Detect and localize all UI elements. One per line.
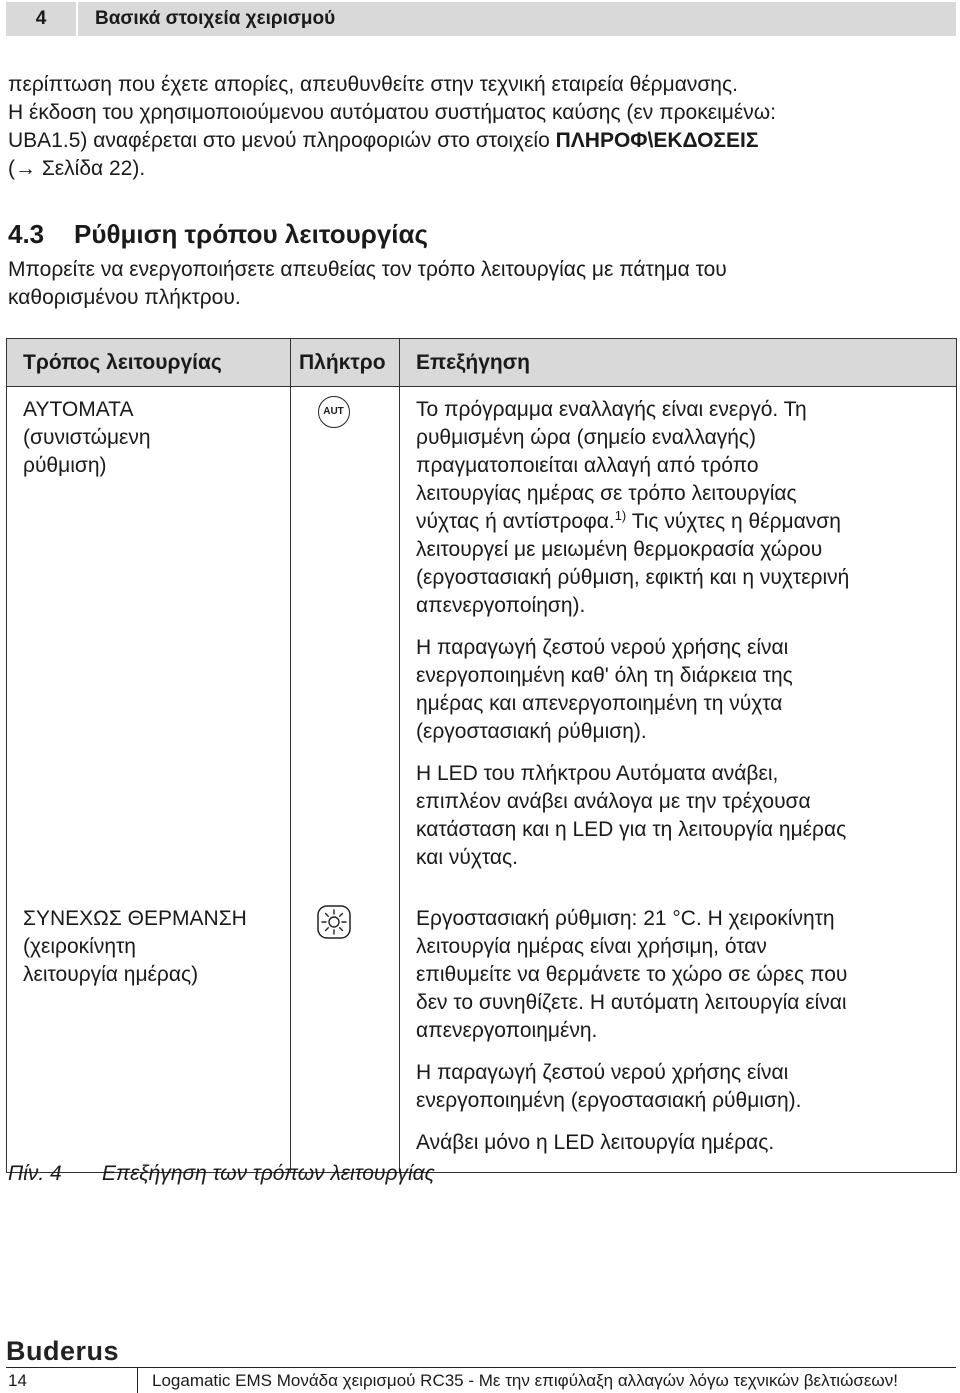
section-paragraph (8, 256, 938, 312)
explanation-line: ενεργοποιημένη (εργοστασιακή ρύθμιση). (416, 1089, 802, 1112)
chapter-header (6, 2, 956, 36)
table-header-row (7, 339, 957, 387)
chapter-number: 4 (6, 2, 78, 36)
explanation-line: ρυθμισμένη ώρα (σημείο εναλλαγής) (416, 426, 757, 449)
explanation-line: λειτουργεί με μειωμένη θερμοκρασία χώρου (416, 538, 823, 561)
mode-note: (χειροκίνητη (23, 935, 136, 958)
explanation-line: Εργοστασιακή ρύθμιση: 21 °C. Η χειροκίνητη (416, 907, 835, 930)
explanation-line: λειτουργίας ημέρας σε τρόπο λειτουργίας (416, 482, 797, 505)
explanation-line: Η παραγωγή ζεστού νερού χρήσης είναι (416, 636, 789, 659)
mode-note: (συνιστώμενη (23, 426, 151, 449)
footer-divider-line (6, 1367, 956, 1368)
explanation-line: νύχτας ή αντίστροφα. (416, 510, 615, 533)
brand-logo: Buderus (6, 1336, 120, 1366)
mode-cell (7, 887, 291, 1173)
explanation-line: Η LED του πλήκτρου Αυτόματα ανάβει, (416, 762, 779, 785)
aut-key-icon (318, 396, 350, 428)
mode-note: λειτουργία ημέρας) (23, 963, 199, 986)
mode-name: ΣΥΝΕΧΩΣ ΘΕΡΜΑΝΣΗ (23, 907, 247, 930)
explanation-line: δεν το συνηθίζετε. Η αυτόματη λειτουργία είναι (416, 991, 847, 1014)
explanation-line: πραγματοποιείται αλλαγή από τρόπο (416, 454, 759, 477)
explanation-paragraph (416, 760, 946, 872)
page-number: 14 (8, 1371, 27, 1390)
explanation-line: ημέρας και απενεργοποιημένη τη νύχτα (416, 692, 783, 715)
key-cell (291, 387, 400, 888)
explanation-line: Τις νύχτες η θέρμανση (626, 510, 841, 533)
table-row (7, 887, 957, 1173)
header-key: Πλήκτρο (291, 339, 400, 387)
aut-key-label: AUT (323, 406, 344, 417)
section-title: Ρύθμιση τρόπου λειτουργίας (74, 219, 429, 249)
table-caption (8, 1160, 435, 1188)
explanation-paragraph (416, 396, 946, 620)
section-line: Μπορείτε να ενεργοποιήσετε απευθείας τον τρόπο λειτουργίας με πάτημα του (8, 258, 727, 281)
explanation-line: κατάσταση και η LED για τη λειτουργία ημέρας (416, 818, 847, 841)
explanation-paragraph (416, 634, 946, 746)
mode-cell (7, 387, 291, 888)
table-row (7, 387, 957, 888)
footer-vertical-divider (137, 1367, 138, 1393)
footnote-marker: 1) (614, 508, 627, 523)
operating-modes-table (6, 338, 957, 1173)
intro-line: περίπτωση που έχετε απορίες, απευθυνθείτε στην τεχνική εταιρεία θέρμανσης. (8, 73, 738, 96)
explanation-paragraph (416, 1129, 946, 1157)
header-explanation: Επεξήγηση (400, 339, 957, 387)
explanation-line: ενεργοποιημένη καθ' όλη τη διάρκεια της (416, 664, 793, 687)
explanation-line: (εργοστασιακή ρύθμιση). (416, 720, 647, 743)
intro-line: Η έκδοση του χρησιμοποιούμενου αυτόματου συστήματος καύσης (εν προκειμένω: (8, 101, 776, 124)
explanation-line: (εργοστασιακή ρύθμιση, εφικτή και η νυχτερινή (416, 566, 850, 589)
key-cell (291, 887, 400, 1173)
caption-text: Επεξήγηση των τρόπων λειτουργίας (102, 1162, 435, 1185)
menu-reference: ΠΛΗΡΟΦ\ΕΚΔΟΣΕΙΣ (555, 129, 759, 152)
section-number: 4.3 (8, 219, 45, 249)
section-heading (8, 216, 428, 252)
explanation-line: λειτουργία ημέρας είναι χρήσιμη, όταν (416, 935, 767, 958)
explanation-line: επιθυμείτε να θερμάνετε το χώρο σε ώρες που (416, 963, 848, 986)
caption-figure-number: Πίν. 4 (8, 1162, 62, 1185)
mode-name: ΑΥΤΟΜΑΤΑ (23, 398, 134, 421)
section-line: καθορισμένου πλήκτρου. (8, 286, 241, 309)
intro-paragraph (8, 71, 938, 183)
header-mode: Τρόπος λειτουργίας (7, 339, 291, 387)
explanation-paragraph (416, 905, 946, 1045)
mode-note: ρύθμιση) (23, 454, 107, 477)
chapter-title: Βασικά στοιχεία χειρισμού (95, 8, 336, 29)
explanation-line: απενεργοποιημένη. (416, 1019, 598, 1042)
intro-line: UBA1.5) αναφέρεται στο μενού πληροφοριών στο στοιχείο (8, 129, 556, 152)
explanation-cell (400, 887, 957, 1173)
explanation-line: και νύχτας. (416, 846, 518, 869)
explanation-line: απενεργοποίηση). (416, 594, 586, 617)
footer-text: Logamatic EMS Μονάδα χειρισμού RC35 - Με την επιφύλαξη αλλαγών λόγω τεχνικών βελτιώσεων! (152, 1371, 898, 1390)
explanation-cell (400, 387, 957, 888)
explanation-line: Ανάβει μόνο η LED λειτουργία ημέρας. (416, 1131, 775, 1154)
sun-key-icon (317, 905, 351, 939)
explanation-line: Η παραγωγή ζεστού νερού χρήσης είναι (416, 1061, 789, 1084)
page-reference: (→ Σελίδα 22). (8, 157, 146, 180)
explanation-line: επιπλέον ανάβει ανάλογα με την τρέχουσα (416, 790, 811, 813)
explanation-paragraph (416, 1059, 946, 1115)
explanation-line: Το πρόγραμμα εναλλαγής είναι ενεργό. Τη (416, 398, 807, 421)
